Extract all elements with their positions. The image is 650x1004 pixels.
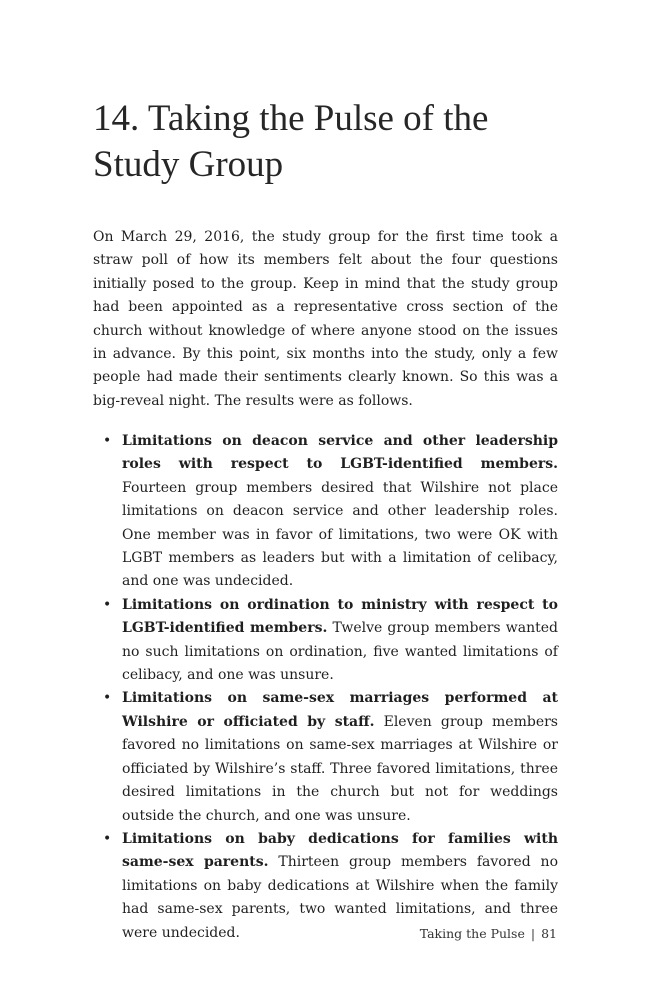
bullet-text: Twelve group members wanted no such limitations on ordination, five wanted limitations of celibacy, and one was unsure. [122,620,558,684]
bullet-text: Thirteen group members favored no limitations on baby dedications at Wilshire when the family had same-sex parents, two wanted limitations, and three were undecided. [122,854,559,941]
chapter-title: 14. Taking the Pulse of the Study Group [93,98,489,185]
bullet-heading: Limitations on same-sex marriages performed at Wilshire or officiated by staff. [122,690,558,730]
page-footer [420,926,557,941]
poll-results-list [122,430,558,945]
running-head: Taking the Pulse [419,926,525,941]
list-item [122,430,558,594]
list-item [122,594,558,688]
list-item [122,687,558,827]
bullet-text: Eleven group members favored no limitations on same-sex marriages at Wilshire or officiated by Wilshire’s staff. Three favored limitations, three desired limitations in the church but not for weddings outside the church, and one was unsure. [122,713,558,824]
bullet-heading: Limitations on baby dedications for families with same-sex parents. [122,830,558,871]
page-number: 81 [541,926,557,941]
bullet-text: Fourteen group members desired that Wilshire not place limitations on deacon service and other leadership roles. One member was in favor of limitations, two were OK with LGBT members as leaders but with a limitation of celibacy, and one was undecided. [122,479,558,590]
bullet-heading: Limitations on ordination to ministry with respect to LGBT-identified members. [122,596,558,637]
footer-separator: | [530,926,536,941]
bullet-heading: Limitations on deacon service and other leadership roles with respect to LGBT-identified members. [122,433,558,473]
intro-paragraph: On March 29, 2016, the study group for the first time took a straw poll of how its members felt about the four questions initially posed to the group. Keep in mind that the study group had been appointed as a representative cross section of the church without knowledge of where anyone stood on the issues in advance. By this point, six months into the study, only a few people had made their sentiments clearly known. So this was a big-reveal night. The results were as follows. [93,229,558,409]
